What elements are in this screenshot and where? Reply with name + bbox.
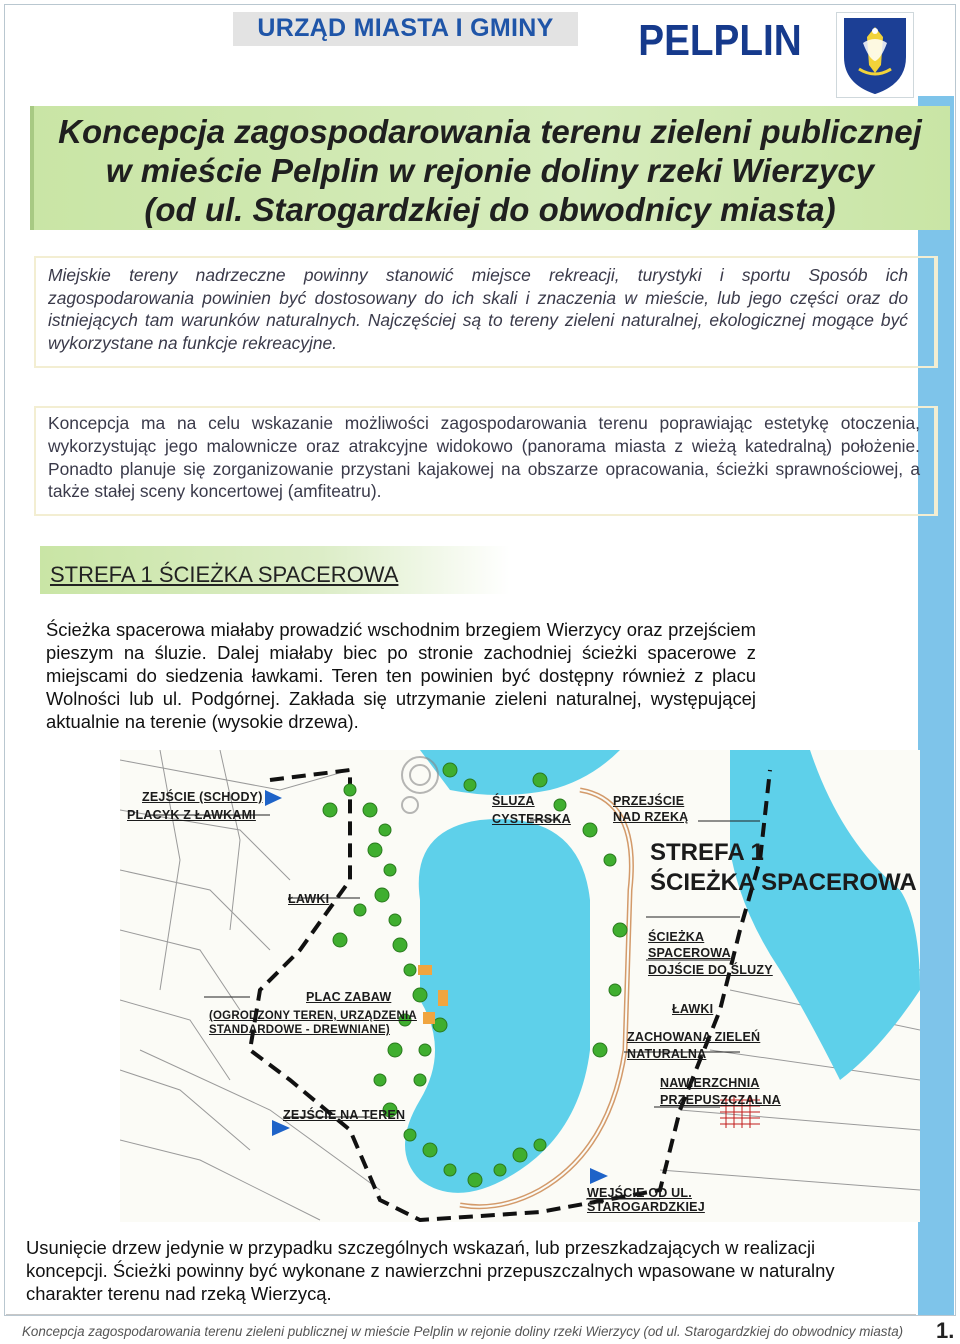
map-label-path-2: SPACEROWA, (648, 946, 735, 960)
zone-paragraph: Ścieżka spacerowa miałaby prowadzić wschodnim brzegiem Wierzycy oraz przejściem pieszym na śluzie. Dalej miałaby biec po stronie zachodniej ścieżki spacerowe z miejscami do siedzenia ławkami. Teren ten powinien być dostępny również z placu Wolności lub ul. Podgórnej. Zakłada się utrzymanie zieleni naturalnej, występującej aktualnie na terenie (wysokie drzewa). (46, 619, 756, 732)
footer-divider (6, 1314, 916, 1315)
map-label-stairs: ZEJŚCIE (SCHODY) (142, 790, 263, 804)
map-label-fenced-1: (OGRODZONY TEREN, URZĄDZENIA (209, 1010, 417, 1022)
map-label-entrance-2: STAROGARDZKIEJ (587, 1200, 705, 1214)
map-title-line-1: STREFA 1 (650, 839, 764, 866)
title-line-1: Koncepcja zagospodarowania terenu zieleni publicznej (58, 113, 922, 150)
map-label-path-3: DOJŚCIE DO ŚLUZY (648, 963, 773, 977)
page-number: 1. (936, 1318, 955, 1343)
concept-paragraph: Koncepcja ma na celu wskazanie możliwości zagospodarowania terenu poprawiając estetykę otoczenia, wykorzystując jego malownicze oraz atrakcyjne widokowo (panorama miasta z wieżą katedralną) położenie. Ponadto planuje się zorganizowanie przystani kajakowej na obszarze opracowania, ścieżki sprawnościowej, a także stałej sceny koncertowej (amfiteatru). (48, 413, 920, 502)
map-title (650, 838, 917, 898)
map-label-benches-right: ŁAWKI (672, 1002, 714, 1016)
map-label-square: PLACYK Z ŁAWKAMI (127, 808, 256, 822)
zone-heading: STREFA 1 ŚCIEŻKA SPACEROWA (50, 562, 399, 587)
closing-paragraph: Usunięcie drzew jedynie w przypadku szczególnych wskazań, lub przeszkadzających w realizacji koncepcji. Ścieżki powinny być wykonane z nawierzchni przepuszczalnych wpasowane w naturalny charakter terenu nad rzeką Wierzycą. (26, 1237, 835, 1304)
map-label-surface-2: PRZEPUSZCZALNA (660, 1093, 781, 1107)
city-name: PELPLIN (638, 16, 802, 65)
map-label-lock-1: ŚLUZA (492, 794, 535, 808)
river-water (405, 819, 590, 1193)
map-label-lock-2: CYSTERSKA (492, 812, 571, 826)
map-label-greenery-1: ZACHOWANA ZIELEŃ (627, 1030, 761, 1044)
map-label-playground: PLAC ZABAW (306, 990, 392, 1004)
office-name: URZĄD MIASTA I GMINY (257, 14, 554, 42)
map-label-fenced-2: STANDARDOWE - DREWNIANE) (209, 1024, 390, 1036)
map-label-benches-left: ŁAWKI (288, 892, 330, 906)
document-title (30, 112, 950, 229)
map-label-entry-terrain: ZEJŚCIE NA TEREN (283, 1108, 406, 1122)
footer-text: Koncepcja zagospodarowania terenu zieleni publicznej w mieście Pelplin w rejonie doliny rzeki Wierzycy (od ul. Starogardzkiej do obwodnicy miasta) (22, 1324, 904, 1339)
map-label-greenery-2: NATURALNA (627, 1047, 707, 1061)
side-accent-gap (918, 6, 954, 96)
map-label-entrance-1: WEJŚCIE OD UL. (587, 1186, 692, 1200)
map-label-path-1: ŚCIEŻKA (648, 930, 705, 944)
map-label-crossing-1: PRZEJŚCIE (613, 794, 685, 808)
city-crest-icon (836, 12, 914, 98)
title-line-3: (od ul. Starogardzkiej do obwodnicy miasta) (144, 191, 836, 228)
map-label-surface-1: NAWIERZCHNIA (660, 1076, 760, 1090)
map-label-crossing-2: NAD RZEKĄ (613, 810, 689, 824)
title-line-2: w mieście Pelplin w rejonie doliny rzeki Wierzycy (105, 152, 875, 189)
intro-paragraph: Miejskie tereny nadrzeczne powinny stanowić miejsce rekreacji, turystyki i sportu Sposób ich zagospodarowania powinien być dostosowany do ich skali i znaczenia w mieście, lub jego części oraz do istniejących tam warunków naturalnych. Najczęściej są to tereny zieleni naturalnej, ekologicznej mogące być wykorzystane na funkcje rekreacyjne. (48, 265, 908, 353)
map-title-line-2: ŚCIEŻKA SPACEROWA (650, 869, 917, 896)
